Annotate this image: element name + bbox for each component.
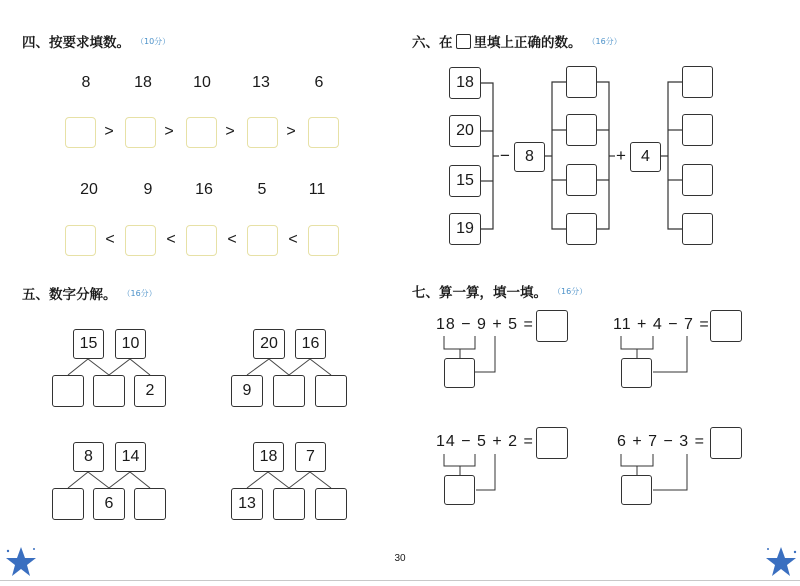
- tree2-top-right: 16: [295, 329, 326, 359]
- section7-title-text: 七、算一算，填一填。: [412, 285, 547, 301]
- section4-title-text: 四、按要求填数。: [22, 35, 130, 51]
- s7-eq4-answer-box[interactable]: [710, 427, 742, 459]
- s4-r2-sign-4: <: [288, 231, 298, 248]
- tree3-top-right: 14: [115, 442, 146, 472]
- tree4-top-left: 18: [253, 442, 284, 472]
- star-icon: [4, 545, 38, 579]
- tree4-bottom-1: 13: [231, 488, 263, 520]
- s6-input-3: 15: [449, 165, 481, 197]
- s7-eq3-answer-box[interactable]: [536, 427, 568, 459]
- tree1-top-left: 15: [73, 329, 104, 359]
- s4-r1-sign-2: >: [164, 123, 174, 140]
- s6-op2-value: 4: [630, 142, 661, 172]
- s4-r1-num-2: 18: [134, 74, 152, 91]
- s7-eq2-step-box[interactable]: [621, 358, 652, 388]
- section6-points: （16分）: [587, 36, 622, 46]
- s4-r1-num-5: 6: [314, 74, 324, 91]
- tree3-top-left: 8: [73, 442, 104, 472]
- s6-op1-sign: −: [500, 146, 510, 165]
- section6-title-before: 六、在: [412, 35, 453, 51]
- s4-r1-sign-3: >: [225, 123, 235, 140]
- tree4-top-right: 7: [295, 442, 326, 472]
- s7-eq3-step-box[interactable]: [444, 475, 475, 505]
- s4-r1-num-4: 13: [252, 74, 270, 91]
- s4-r2-sign-3: <: [227, 231, 237, 248]
- bottom-divider: [0, 580, 800, 581]
- s6-input-4: 19: [449, 213, 481, 245]
- s4-r1-sign-4: >: [286, 123, 296, 140]
- s4-r2-sign-1: <: [105, 231, 115, 248]
- s7-eq2-answer-box[interactable]: [710, 310, 742, 342]
- s7-equation-1: 18 − 9 + 5 =: [436, 316, 534, 333]
- s4-r2-num-5: 11: [308, 181, 326, 198]
- s7-equation-3: 14 − 5 + 2 =: [436, 433, 534, 450]
- s4-r2-num-4: 5: [257, 181, 267, 198]
- s4-r2-num-1: 20: [80, 181, 98, 198]
- s4-r1-sign-1: >: [104, 123, 114, 140]
- star-icon-right: [764, 545, 798, 579]
- s6-input-1: 18: [449, 67, 481, 99]
- s4-r2-num-2: 9: [143, 181, 153, 198]
- s7-eq1-step-box[interactable]: [444, 358, 475, 388]
- s4-r2-num-3: 16: [195, 181, 213, 198]
- s4-r2-sign-2: <: [166, 231, 176, 248]
- section5-title-text: 五、数字分解。: [22, 287, 117, 303]
- section6-title-after: 里填上正确的数。: [473, 35, 582, 51]
- s7-eq4-step-box[interactable]: [621, 475, 652, 505]
- section7-points: （16分）: [553, 286, 588, 296]
- page-number: 30: [394, 553, 406, 564]
- s7-equation-4: 6 + 7 − 3 =: [617, 433, 705, 450]
- s6-op1-value: 8: [514, 142, 545, 172]
- tree3-bottom-2: 6: [93, 488, 125, 520]
- section5-points: （16分）: [122, 288, 157, 298]
- tree2-top-left: 20: [253, 329, 285, 359]
- s4-r1-num-1: 8: [81, 74, 91, 91]
- tree1-bottom-3: 2: [134, 375, 166, 407]
- s6-input-2: 20: [449, 115, 481, 147]
- s7-equation-2: 11 + 4 − 7 =: [613, 316, 710, 333]
- s6-op2-sign: +: [616, 146, 626, 165]
- tree2-bottom-1: 9: [231, 375, 263, 407]
- s7-eq1-answer-box[interactable]: [536, 310, 568, 342]
- section4-points: （10分）: [136, 36, 171, 46]
- tree1-top-right: 10: [115, 329, 146, 359]
- s4-r1-num-3: 10: [193, 74, 211, 91]
